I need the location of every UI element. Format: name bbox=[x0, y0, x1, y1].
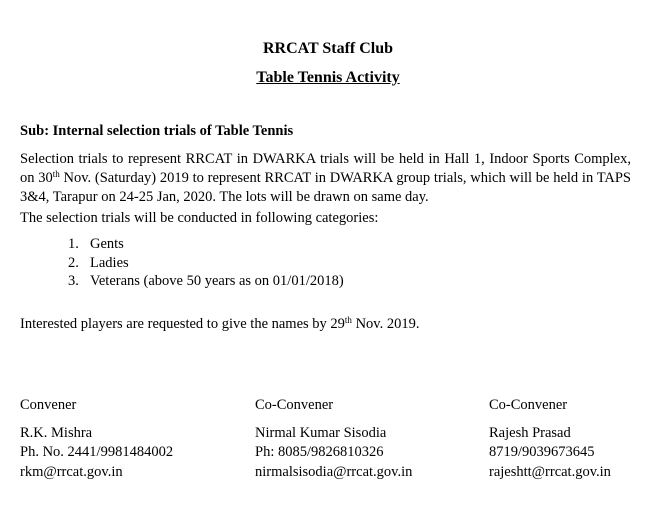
co-convener-block bbox=[255, 396, 412, 482]
trials-paragraph bbox=[20, 150, 631, 207]
contact-email: rajeshtt@rrcat.gov.in bbox=[489, 463, 611, 480]
contact-phone: Ph. No. 2441/9981484002 bbox=[20, 444, 174, 460]
list-item bbox=[68, 272, 344, 291]
list-item-label: Veterans (above 50 years as on 01/01/2018) bbox=[90, 273, 344, 289]
list-item-number: 2. bbox=[68, 254, 79, 271]
list-item bbox=[68, 254, 344, 273]
contact-role: Co-Convener bbox=[489, 397, 568, 413]
trials-text-start: Selection trials to represent RRCAT in DWARKA trials will be held in Hall 1, Indoor Sports Complex, on 30 bbox=[20, 151, 631, 186]
document-subtitle: Table Tennis Activity bbox=[256, 69, 400, 86]
co-convener-block-2 bbox=[489, 396, 611, 482]
list-item-label: Gents bbox=[90, 236, 124, 252]
contact-name: Rajesh Prasad bbox=[489, 424, 571, 441]
deadline-text-start: Interested players are requested to give the names by 29 bbox=[20, 316, 345, 332]
trials-text-end: Nov. (Saturday) 2019 to represent RRCAT in DWARKA group trials, which will be held in TAPS 3&4, Tarapur on 24-25 Jan, 2020. The lots will be drawn on same day. bbox=[20, 170, 631, 205]
convener-block bbox=[20, 396, 173, 482]
contact-name: R.K. Mishra bbox=[20, 424, 93, 441]
deadline-text-end: Nov. 2019. bbox=[351, 316, 420, 332]
contact-phone: Ph: 8085/9826810326 bbox=[255, 444, 384, 460]
categories-list bbox=[68, 235, 344, 291]
deadline-paragraph bbox=[20, 315, 631, 334]
contact-name: Nirmal Kumar Sisodia bbox=[255, 424, 387, 441]
ordinal-suffix: th bbox=[344, 315, 352, 325]
categories-intro: The selection trials will be conducted in following categories: bbox=[20, 210, 379, 226]
contact-phone: 8719/9039673645 bbox=[489, 444, 595, 460]
subject-line: Sub: Internal selection trials of Table Tennis bbox=[20, 123, 294, 139]
list-item-number: 3. bbox=[68, 273, 79, 289]
ordinal-suffix: th bbox=[52, 169, 60, 179]
list-item-label: Ladies bbox=[90, 254, 129, 271]
document-title: RRCAT Staff Club bbox=[262, 40, 394, 57]
contact-role: Convener bbox=[20, 397, 77, 413]
contact-role: Co-Convener bbox=[255, 397, 334, 413]
contact-email: nirmalsisodia@rrcat.gov.in bbox=[255, 463, 413, 480]
list-item bbox=[68, 235, 344, 254]
list-item-number: 1. bbox=[68, 236, 79, 252]
contact-email: rkm@rrcat.gov.in bbox=[20, 463, 123, 480]
